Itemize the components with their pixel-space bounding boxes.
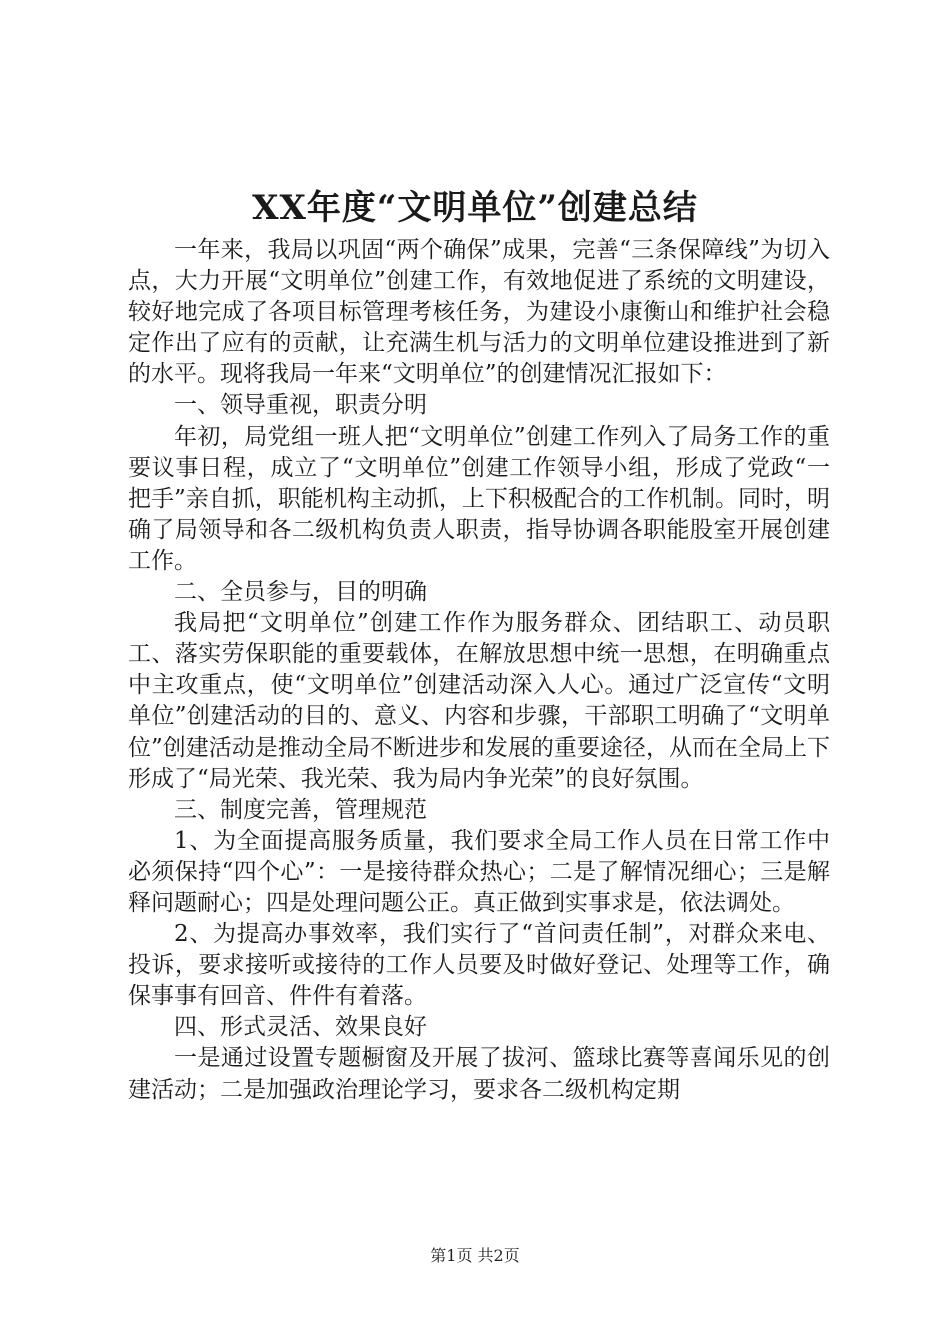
section-heading-2: 二、全员参与，目的明确: [174, 579, 427, 606]
section-3-item-2: 2、为提高办事效率，我们实行了“首问责任制”，对群众来电、投诉，要求接听或接待的工作人员要及时做好登记、处理等工作，确保事事有回音、件件有着落。: [128, 921, 830, 1010]
section-heading-1: 一、领导重视，职责分明: [174, 392, 427, 419]
page-number-footer: 第1页 共2页: [430, 1246, 520, 1265]
document-title: XX年度“文明单位”创建总结: [252, 188, 698, 228]
intro-paragraph: 一年来，我局以巩固“两个确保”成果，完善“三条保障线”为切入点，大力开展“文明单位”创建工作，有效地促进了系统的文明建设，较好地完成了各项目标管理考核任务，为建设小康衡山和维护社会稳定作出了应有的贡献，让充满生机与活力的文明单位建设推进到了新的水平。现将我局一年来“文明单位”的创建情况汇报如下：: [128, 237, 830, 388]
section-1-paragraph: 年初，局党组一班人把“文明单位”创建工作列入了局务工作的重要议事日程，成立了“文明单位”创建工作领导小组，形成了党政“一把手”亲自抓，职能机构主动抓，上下积极配合的工作机制。同时，明确了局领导和各二级机构负责人职责，指导协调各职能股室开展创建工作。: [128, 423, 830, 574]
section-heading-4: 四、形式灵活、效果良好: [174, 1014, 427, 1041]
section-3-item-1: 1、为全面提高服务质量，我们要求全局工作人员在日常工作中必须保持“四个心”：一是接待群众热心；二是了解情况细心；三是解释问题耐心；四是处理问题公正。真正做到实事求是，依法调处。: [128, 827, 830, 916]
section-2-paragraph: 我局把“文明单位”创建工作作为服务群众、团结职工、动员职工、落实劳保职能的重要载体，在解放思想中统一思想，在明确重点中主攻重点，使“文明单位”创建活动深入人心。通过广泛宣传“文明单位”创建活动的目的、意义、内容和步骤，干部职工明确了“文明单位”创建活动是推动全局不断进步和发展的重要途径，从而在全局上下形成了“局光荣、我光荣、我为局内争光荣”的良好氛围。: [128, 610, 830, 792]
section-heading-3: 三、制度完善，管理规范: [174, 796, 427, 823]
section-4-paragraph: 一是通过设置专题橱窗及开展了拔河、篮球比赛等喜闻乐见的创建活动；二是加强政治理论学习，要求各二级机构定期: [128, 1045, 830, 1103]
document-body: [128, 235, 830, 1106]
